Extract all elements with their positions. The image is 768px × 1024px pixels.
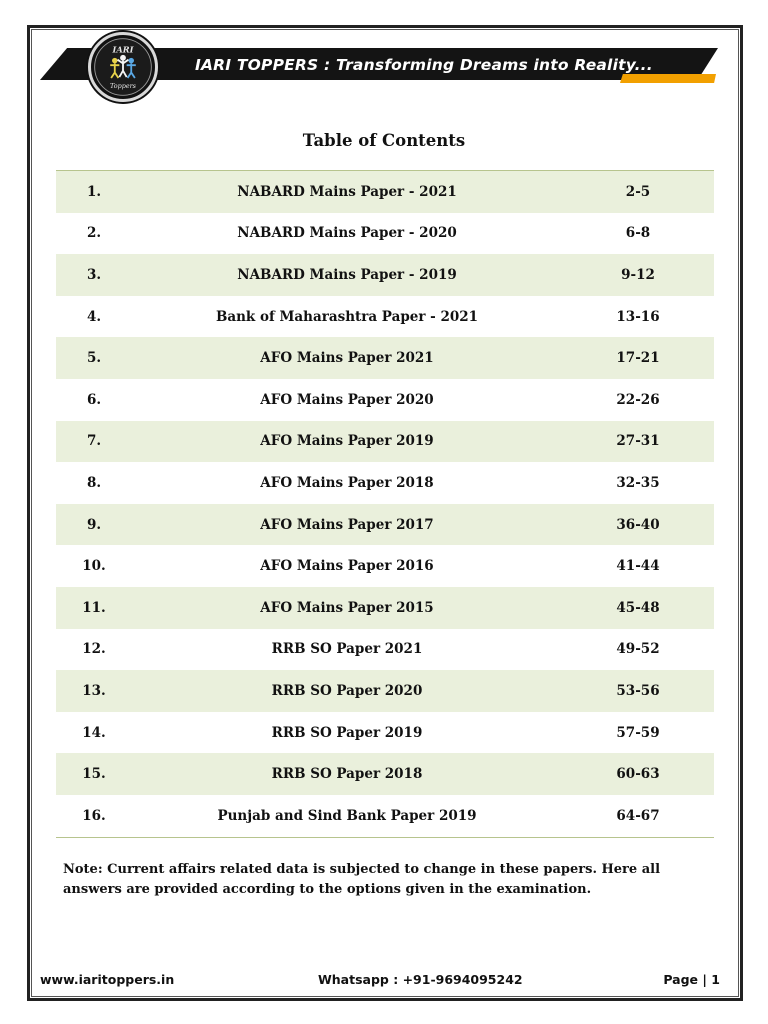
page-title: Table of Contents [302,131,466,150]
toc-row [56,337,714,379]
toc-title: AFO Mains Paper 2018 [260,474,434,491]
toc-number: 16. [82,807,106,824]
toc-title: RRB SO Paper 2021 [271,641,423,658]
toc-pages: 32-35 [616,474,660,491]
toc-row [56,171,714,213]
note-text: Note: Current affairs related data is subjected to change in these papers. Here all answers are provided according to the options given in the examination. [63,862,661,897]
toc-title: NABARD Mains Paper - 2020 [237,225,457,242]
toc-number: 12. [82,641,106,658]
toc-title: AFO Mains Paper 2019 [260,433,434,450]
toc-number: 2. [86,225,102,242]
toc-number: 13. [82,682,106,699]
toc-title: AFO Mains Paper 2017 [260,516,434,533]
toc-title: Bank of Maharashtra Paper - 2021 [215,308,479,325]
toc-pages: 53-56 [616,682,660,699]
toc-number: 11. [82,599,106,616]
toc-number: 7. [86,433,102,450]
toc-pages: 57-59 [616,724,660,741]
toc-title: RRB SO Paper 2019 [271,724,423,741]
toc-row [56,213,714,255]
toc-number: 3. [86,266,102,283]
toc-pages: 2-5 [625,183,651,200]
toc-number: 15. [82,766,106,783]
toc-number: 14. [82,724,106,741]
toc-title: RRB SO Paper 2018 [271,766,423,783]
toc-pages: 6-8 [625,225,651,242]
toc-number: 1. [86,183,102,200]
toc-pages: 36-40 [616,516,660,533]
toc-number: 5. [86,350,102,367]
logo-text-top: IARI [112,44,134,55]
toc-pages: 64-67 [616,807,660,824]
toc-row [56,504,714,546]
logo-emblem-icon [91,35,155,99]
toc-title: AFO Mains Paper 2021 [260,350,434,367]
toc-pages: 13-16 [616,308,660,325]
toc-pages: 41-44 [616,558,660,575]
iari-toppers-logo [88,32,158,102]
toc-title: Punjab and Sind Bank Paper 2019 [217,807,477,824]
toc-number: 9. [86,516,102,533]
footer-whatsapp: Whatsapp : +91-9694095242 [318,972,523,987]
toc-row [56,545,714,587]
toc-pages: 49-52 [616,641,660,658]
toc-pages: 27-31 [616,433,660,450]
toc-row [56,296,714,338]
header-tagline: IARI TOPPERS : Transforming Dreams into Reality... [195,56,653,74]
toc-row [56,629,714,671]
toc-title: NABARD Mains Paper - 2019 [237,266,457,283]
toc-title: AFO Mains Paper 2016 [260,558,434,575]
footer-page-number: Page | 1 [663,972,720,987]
toc-number: 6. [86,391,102,408]
toc-row [56,254,714,296]
toc-row [56,795,714,837]
footer-website-link[interactable]: www.iaritoppers.in [40,972,175,987]
toc-row [56,379,714,421]
toc-row [56,462,714,504]
toc-pages: 22-26 [616,391,660,408]
toc-pages: 45-48 [616,599,660,616]
toc-number: 4. [86,308,102,325]
table-of-contents [56,170,714,838]
toc-title: AFO Mains Paper 2015 [260,599,434,616]
logo-text-bottom: Toppers [110,82,136,91]
toc-row [56,421,714,463]
toc-row [56,753,714,795]
toc-row [56,587,714,629]
toc-title: AFO Mains Paper 2020 [260,391,434,408]
toc-row [56,670,714,712]
toc-pages: 60-63 [616,766,660,783]
toc-row [56,712,714,754]
toc-pages: 9-12 [621,266,655,283]
toc-number: 10. [82,558,106,575]
toc-title: RRB SO Paper 2020 [271,682,423,699]
toc-number: 8. [86,474,102,491]
toc-pages: 17-21 [616,350,660,367]
toc-title: NABARD Mains Paper - 2021 [237,183,457,200]
